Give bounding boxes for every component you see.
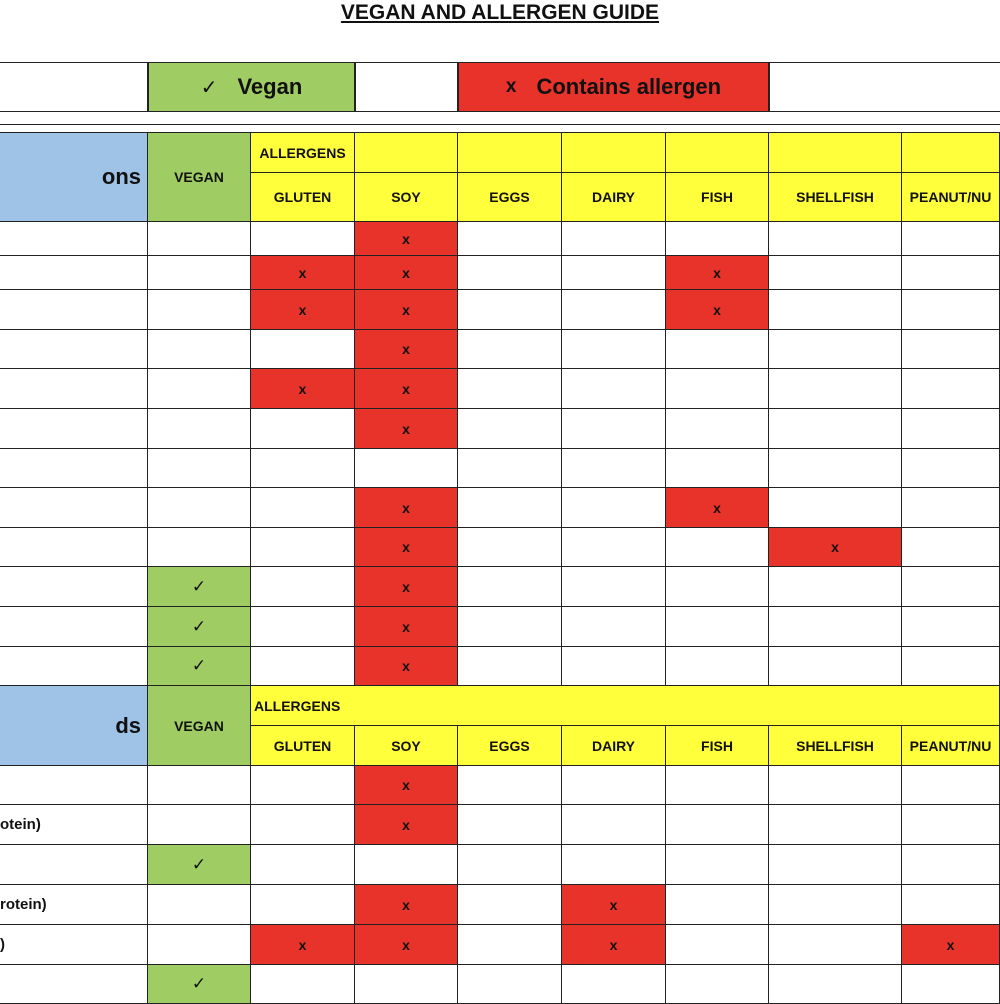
vegan-cell [148,925,251,965]
allergen-cell [355,845,458,885]
row-name [0,607,148,647]
column-header-peanut-nu: PEANUT/NU [902,173,1000,222]
allergen-cell [458,805,562,845]
allergens-header-blank [355,133,458,173]
vegan-cell [148,369,251,409]
allergen-cell [902,607,1000,647]
allergen-cell [251,488,355,528]
allergen-cell [769,256,902,290]
allergen-cell [458,925,562,965]
allergen-cell [666,805,769,845]
allergen-mark: x [251,256,355,290]
allergen-cell [562,290,666,330]
allergen-mark: x [355,330,458,369]
allergen-cell [251,845,355,885]
allergen-mark: x [251,290,355,330]
allergen-cell [458,766,562,805]
allergen-cell [666,647,769,686]
allergen-cell [251,449,355,488]
allergen-cell [902,567,1000,607]
row-name [0,369,148,409]
allergen-cell [902,805,1000,845]
allergen-cell [769,766,902,805]
allergen-cell [562,766,666,805]
vegan-cell [148,488,251,528]
row-name [0,528,148,567]
vegan-check-icon: ✓ [148,845,251,885]
allergen-mark: x [355,885,458,925]
allergen-cell [666,330,769,369]
vegan-cell [148,222,251,256]
vegan-cell [148,449,251,488]
allergen-mark: x [355,567,458,607]
allergen-mark: x [769,528,902,567]
allergen-cell [458,965,562,1004]
vegan-check-icon: ✓ [148,567,251,607]
allergen-cell [769,885,902,925]
allergens-header-blank [458,133,562,173]
allergen-cell [902,369,1000,409]
column-header-gluten: GLUTEN [251,173,355,222]
column-header-gluten: GLUTEN [251,726,355,766]
allergen-cell [666,766,769,805]
column-header-shellfish: SHELLFISH [769,726,902,766]
allergens-header: ALLERGENS [251,133,355,173]
allergen-cell [562,222,666,256]
allergen-cell [666,885,769,925]
row-name: ) [0,925,148,965]
allergen-cell [769,845,902,885]
allergen-mark: x [355,290,458,330]
check-icon: ✓ [200,76,218,99]
allergen-cell [902,488,1000,528]
allergen-mark: x [355,488,458,528]
allergen-mark: x [251,369,355,409]
allergens-header-blank [769,133,902,173]
allergen-mark: x [355,805,458,845]
allergen-cell [458,488,562,528]
allergen-mark: x [355,222,458,256]
allergen-cell [666,449,769,488]
allergen-cell [769,409,902,449]
allergen-cell [902,449,1000,488]
allergen-cell [251,885,355,925]
vegan-cell [148,330,251,369]
column-header-soy: SOY [355,173,458,222]
allergen-cell [458,256,562,290]
column-header-soy: SOY [355,726,458,766]
x-icon: x [505,76,517,97]
allergen-cell [769,449,902,488]
allergen-cell [562,409,666,449]
allergen-cell [769,330,902,369]
page-title: VEGAN AND ALLERGEN GUIDE [340,1,660,24]
allergen-mark: x [562,885,666,925]
allergen-cell [902,647,1000,686]
row-name [0,488,148,528]
vegan-cell [148,885,251,925]
allergen-cell [562,256,666,290]
allergen-cell [562,607,666,647]
allergen-cell [666,965,769,1004]
allergens-header: ALLERGENS [251,686,1000,726]
vegan-header: VEGAN [148,133,251,222]
allergen-cell [562,647,666,686]
column-header-eggs: EGGS [458,726,562,766]
allergen-cell [458,222,562,256]
allergen-cell [769,965,902,1004]
allergen-cell [251,647,355,686]
allergen-cell [458,290,562,330]
vegan-cell [148,766,251,805]
legend-blank-mid [355,62,458,112]
allergen-cell [458,449,562,488]
allergen-cell [902,409,1000,449]
allergen-cell [251,409,355,449]
allergen-cell [666,409,769,449]
allergen-cell [902,528,1000,567]
legend-allergen [458,62,769,112]
vegan-cell [148,805,251,845]
allergen-cell [666,567,769,607]
allergen-mark: x [902,925,1000,965]
allergen-cell [902,330,1000,369]
allergen-cell [458,369,562,409]
allergen-cell [666,369,769,409]
row-name [0,409,148,449]
allergen-cell [666,925,769,965]
row-name [0,449,148,488]
allergens-header-blank [902,133,1000,173]
section-title: ds [0,686,148,766]
row-name [0,567,148,607]
section-title: ons [0,133,148,222]
allergen-cell [251,805,355,845]
allergen-cell [458,845,562,885]
row-name: otein) [0,805,148,845]
allergen-mark: x [355,607,458,647]
legend-allergen-label: Contains allergen [536,74,722,99]
vegan-check-icon: ✓ [148,647,251,686]
vegan-cell [148,528,251,567]
allergen-cell [769,925,902,965]
column-header-dairy: DAIRY [562,173,666,222]
allergen-mark: x [562,925,666,965]
allergen-mark: x [666,488,769,528]
legend-vegan-label: Vegan [237,74,303,99]
row-name: rotein) [0,885,148,925]
allergen-cell [458,607,562,647]
allergen-mark: x [355,256,458,290]
allergen-cell [562,845,666,885]
allergen-cell [769,805,902,845]
allergen-cell [666,845,769,885]
allergen-cell [902,256,1000,290]
legend-blank-right [769,62,1000,112]
allergen-cell [902,845,1000,885]
row-name [0,330,148,369]
allergen-cell [562,488,666,528]
vegan-check-icon: ✓ [148,607,251,647]
allergens-header-blank [562,133,666,173]
allergen-mark: x [355,528,458,567]
row-name [0,766,148,805]
allergen-cell [251,330,355,369]
allergen-cell [562,449,666,488]
allergen-cell [666,607,769,647]
allergen-mark: x [355,925,458,965]
allergen-cell [458,647,562,686]
allergen-cell [458,409,562,449]
row-name [0,647,148,686]
allergen-mark: x [355,766,458,805]
legend-vegan [148,62,355,112]
column-header-dairy: DAIRY [562,726,666,766]
allergen-cell [562,965,666,1004]
allergen-cell [666,222,769,256]
vegan-cell [148,290,251,330]
row-name [0,845,148,885]
allergen-cell [769,647,902,686]
allergen-cell [666,528,769,567]
allergen-cell [562,528,666,567]
column-header-fish: FISH [666,173,769,222]
allergen-mark: x [355,369,458,409]
allergen-cell [902,222,1000,256]
allergen-cell [562,567,666,607]
row-name [0,222,148,256]
allergen-cell [769,488,902,528]
column-header-shellfish: SHELLFISH [769,173,902,222]
row-name [0,256,148,290]
allergen-cell [902,290,1000,330]
allergen-mark: x [355,409,458,449]
allergen-cell [769,290,902,330]
allergen-cell [769,222,902,256]
legend-blank-left [0,62,148,112]
allergen-cell [251,567,355,607]
allergen-cell [562,805,666,845]
column-header-peanut-nu: PEANUT/NU [902,726,1000,766]
column-header-eggs: EGGS [458,173,562,222]
vegan-cell [148,409,251,449]
allergen-cell [769,369,902,409]
allergen-cell [562,330,666,369]
column-header-fish: FISH [666,726,769,766]
row-name [0,965,148,1004]
allergen-mark: x [666,256,769,290]
allergen-cell [251,222,355,256]
vegan-cell [148,256,251,290]
allergen-cell [769,567,902,607]
allergen-cell [458,885,562,925]
allergen-cell [458,567,562,607]
allergen-cell [251,965,355,1004]
allergen-mark: x [355,647,458,686]
row-name [0,290,148,330]
allergen-cell [562,369,666,409]
allergen-cell [355,965,458,1004]
allergen-mark: x [251,925,355,965]
allergen-mark: x [666,290,769,330]
allergen-cell [902,965,1000,1004]
allergen-cell [251,766,355,805]
allergen-cell [458,528,562,567]
allergen-cell [355,449,458,488]
allergen-cell [902,885,1000,925]
allergens-header-blank [666,133,769,173]
allergen-cell [251,528,355,567]
allergen-cell [458,330,562,369]
allergen-cell [902,766,1000,805]
allergen-cell [251,607,355,647]
vegan-check-icon: ✓ [148,965,251,1004]
vegan-header: VEGAN [148,686,251,766]
allergen-cell [769,607,902,647]
top-rule [0,124,1000,125]
